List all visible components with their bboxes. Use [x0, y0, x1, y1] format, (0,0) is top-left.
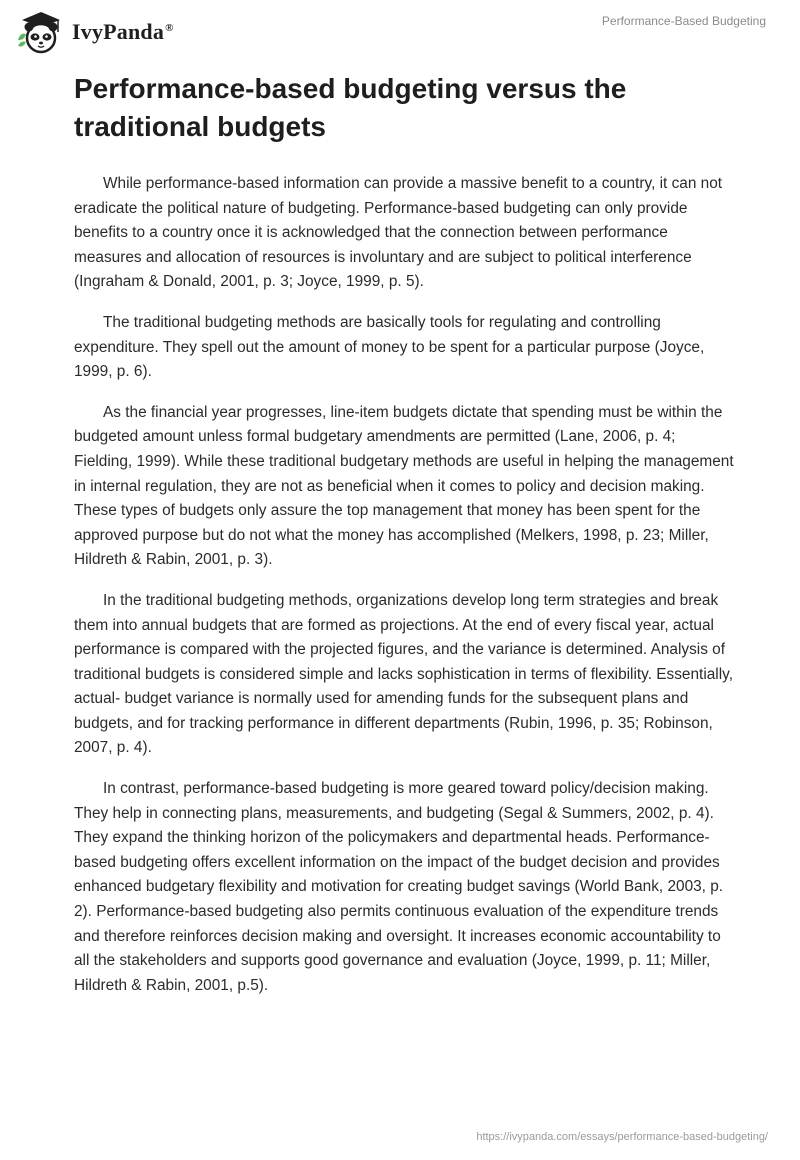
- article-title: Performance-based budgeting versus the traditional budgets: [74, 73, 627, 142]
- paragraph-2: The traditional budgeting methods are basically tools for regulating and controlling expenditure. They spell out the amount of money to be spent for a particular purpose (Joyce, 1999, p. 6).: [74, 313, 705, 381]
- footer-source-url[interactable]: https://ivypanda.com/essays/performance-based-budgeting/: [476, 1131, 768, 1143]
- page-header: [0, 0, 800, 60]
- registered-mark: ®: [165, 21, 174, 34]
- brand-name: [72, 19, 174, 45]
- brand-name-text: IvyPanda: [72, 19, 165, 44]
- paragraph-3: As the financial year progresses, line-item budgets dictate that spending must be within the budgeted amount unless formal budgetary amendments are permitted (Lane, 2006, p. 4; Fielding, 1999). While these traditional budgetary methods are useful in helping the management in internal regulation, they are not as beneficial when it comes to policy and decision making. These types of budgets only assure the top management that money has been spent for the approved purpose but do not what the money has accomplished (Melkers, 1998, p. 23; Miller, Hildreth & Rabin, 2001, p. 3).: [74, 403, 734, 569]
- ivypanda-logo[interactable]: [14, 10, 174, 54]
- panda-graduate-icon: [14, 10, 64, 54]
- article-body: [74, 172, 734, 1014]
- paragraph-4: In the traditional budgeting methods, organizations develop long term strategies and break them into annual budgets that are formed as projections. At the end of every fiscal year, actual performance is compared with the projected figures, and the variance is determined. Analysis of traditional budgets is considered simple and lacks sophistication in terms of flexibility. Essentially, actual- budget variance is normally used for amending funds for the subsequent plans and budgets, and for tracking performance in different departments (Rubin, 1996, p. 35; Robinson, 2007, p. 4).: [74, 591, 733, 757]
- paragraph-1: While performance-based information can provide a massive benefit to a country, it can not eradicate the political nature of budgeting. Performance-based budgeting can only provide benefits to a country once it is acknowledged that the connection between performance measures and allocation of resources is involuntary and are subject to political interference (Ingraham & Donald, 2001, p. 3; Joyce, 1999, p. 5).: [74, 175, 723, 291]
- document-header-title: Performance-Based Budgeting: [601, 14, 766, 28]
- paragraph-5: In contrast, performance-based budgeting is more geared toward policy/decision making. They help in connecting plans, measurements, and budgeting (Segal & Summers, 2002, p. 4). They expand the thinking horizon of the policymakers and departmental heads. Performance-based budgeting offers excellent information on the impact of the budget decision and provides enhanced budgetary flexibility and motivation for creating budget savings (World Bank, 2003, p. 2). Performance-based budgeting also permits continuous evaluation of the expenditure trends and therefore reinforces decision making and oversight. It increases economic accountability to all the stakeholders and supports good governance and evaluation (Joyce, 1999, p. 11; Miller, Hildreth & Rabin, 2001, p.5).: [74, 780, 724, 994]
